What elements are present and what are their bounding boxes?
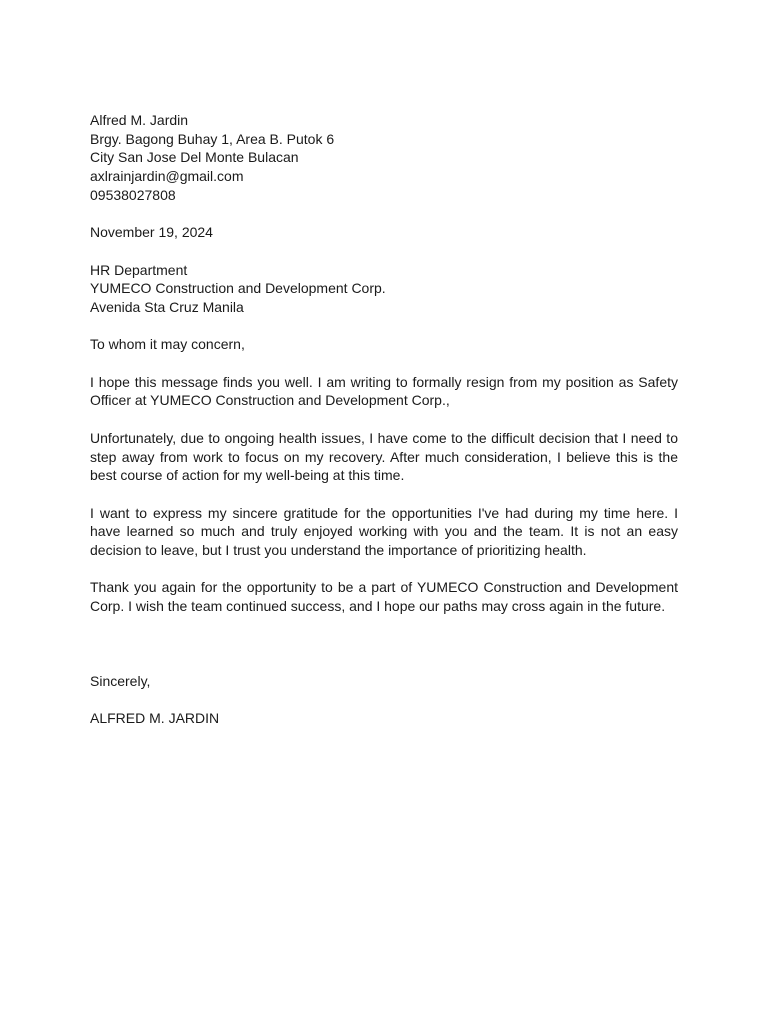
sender-name: Alfred M. Jardin: [90, 112, 189, 128]
signature-name: ALFRED M. JARDIN: [90, 710, 220, 727]
signature-block: [90, 709, 678, 728]
sender-phone: 09538027808: [90, 186, 176, 203]
resignation-letter: [90, 111, 678, 728]
sender-block: [90, 111, 678, 205]
sender-address-line1: Brgy. Bagong Buhay 1, Area B. Putok 6: [90, 130, 335, 147]
body-paragraph-3: I want to express my sincere gratitude for the opportunities I've had during my time here. I have learned so much and truly enjoyed working with you and the team. It is not an easy decision to leave, but I trust you understand the importance of prioritizing health.: [90, 504, 678, 559]
recipient-address: Avenida Sta Cruz Manila: [90, 299, 244, 315]
letter-date: November 19, 2024: [90, 224, 213, 241]
body-paragraph-4: Thank you again for the opportunity to be a part of YUMECO Construction and Development Corp. I wish the team continued success, and I hope our paths may cross again in the future.: [90, 579, 678, 615]
salutation-block: [90, 335, 678, 354]
recipient-department: HR Department: [90, 261, 188, 278]
sender-address-line2: City San Jose Del Monte Bulacan: [90, 149, 299, 166]
salutation: To whom it may concern,: [90, 336, 245, 353]
recipient-company: YUMECO Construction and Development Corp.: [90, 280, 386, 297]
closing: Sincerely,: [90, 672, 151, 689]
body-paragraph-1: I hope this message finds you well. I am writing to formally resign from my position as Safety Officer at YUMECO Construction and Development Corp.,: [90, 373, 678, 409]
letter-date-block: [90, 223, 678, 242]
body-paragraph-2: Unfortunately, due to ongoing health issues, I have come to the difficult decision that I need to step away from work to focus on my recovery. After much consideration, I believe this is the best course of action for my well-being at this time.: [90, 429, 678, 484]
closing-block: [90, 672, 678, 691]
recipient-block: [90, 261, 678, 317]
sender-email: axlrainjardin@gmail.com: [90, 168, 244, 185]
